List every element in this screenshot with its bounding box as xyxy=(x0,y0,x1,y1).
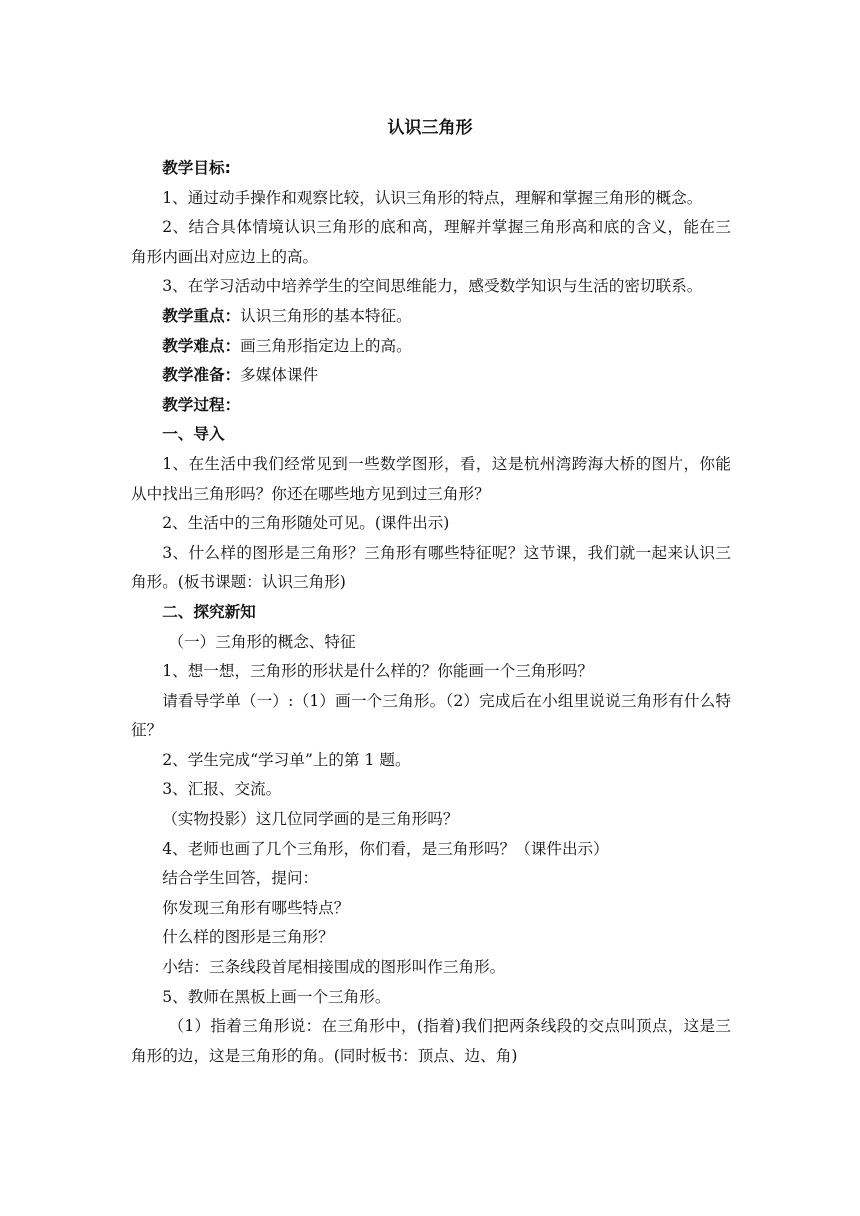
paragraph-text: 小结：三条线段首尾相接围成的图形叫作三角形。 xyxy=(162,958,506,977)
paragraph xyxy=(131,923,731,953)
paragraph xyxy=(131,775,731,805)
paragraph-text: 5、教师在黑板上画一个三角形。 xyxy=(162,987,391,1006)
section-label: 教学重点： xyxy=(162,306,241,325)
paragraph xyxy=(131,628,731,658)
paragraph-text: 什么样的图形是三角形？ xyxy=(162,928,334,947)
paragraph xyxy=(131,953,731,983)
paragraph xyxy=(131,746,731,776)
document-title: 认识三角形 xyxy=(387,118,473,138)
paragraph-text: 4、老师也画了几个三角形，你们看，是三角形吗？（课件出示） xyxy=(162,839,609,858)
paragraph-text: （一）三角形的概念、特征 xyxy=(168,632,356,651)
paragraph-text: （实物投影）这几位同学画的是三角形吗？ xyxy=(162,810,459,829)
paragraph xyxy=(131,154,731,184)
paragraph-text: 结合学生回答，提问： xyxy=(162,869,319,888)
paragraph-text: 请看导学单（一）:（1）画一个三角形。（2）完成后在小组里说说三角形有什么特征？ xyxy=(131,691,731,740)
paragraph xyxy=(131,420,731,450)
paragraph-text: 1、通过动手操作和观察比较，认识三角形的特点，理解和掌握三角形的概念。 xyxy=(162,188,703,207)
paragraph-text: （1）指着三角形说：在三角形中，(指着)我们把两条线段的交点叫顶点，这是三角形的边，这是三角形的角。(同时板书：顶点、边、角) xyxy=(131,1017,731,1065)
paragraph xyxy=(131,1012,731,1071)
paragraph xyxy=(131,983,731,1013)
paragraph-text: 1、在生活中我们经常见到一些数学图形，看，这是杭州湾跨海大桥的图片，你能从中找出三角形吗？你还在哪些地方见到过三角形？ xyxy=(131,454,731,503)
document-body xyxy=(131,154,731,1071)
section-label: 教学目标: xyxy=(162,159,231,177)
paragraph-text: 多媒体课件 xyxy=(240,366,319,385)
paragraph xyxy=(131,272,731,302)
paragraph xyxy=(131,184,731,214)
paragraph xyxy=(131,391,731,421)
paragraph xyxy=(131,450,731,509)
section-label: 一、导入 xyxy=(162,425,225,444)
paragraph xyxy=(131,213,731,272)
paragraph xyxy=(131,332,731,362)
paragraph-text: 画三角形指定边上的高。 xyxy=(240,336,412,355)
paragraph xyxy=(131,657,731,687)
paragraph-text: 认识三角形的基本特征。 xyxy=(240,306,412,325)
paragraph-text: 2、生活中的三角形随处可见。(课件出示) xyxy=(162,514,450,533)
paragraph-text: 2、学生完成“学习单”上的第 1 题。 xyxy=(162,750,411,769)
paragraph xyxy=(131,598,731,628)
paragraph xyxy=(131,687,731,746)
paragraph-text: 1、想一想，三角形的形状是什么样的？你能画一个三角形吗？ xyxy=(162,662,594,681)
paragraph xyxy=(131,835,731,865)
paragraph xyxy=(131,864,731,894)
paragraph xyxy=(131,539,731,598)
paragraph-text: 3、在学习活动中培养学生的空间思维能力，感受数学知识与生活的密切联系。 xyxy=(162,277,703,296)
paragraph-text: 2、结合具体情境认识三角形的底和高，理解并掌握三角形高和底的含义，能在三角形内画出对应边上的高。 xyxy=(131,218,731,266)
paragraph xyxy=(131,894,731,924)
paragraph xyxy=(131,509,731,539)
paragraph-text: 3、汇报、交流。 xyxy=(162,780,282,799)
section-label: 教学过程： xyxy=(162,395,241,414)
section-label: 教学准备： xyxy=(162,366,241,385)
section-label: 教学难点： xyxy=(162,336,241,355)
section-label: 二、探究新知 xyxy=(162,602,256,621)
paragraph xyxy=(131,302,731,332)
paragraph-text: 3、什么样的图形是三角形？三角形有哪些特征呢？这节课，我们就一起来认识三角形。(板书课题：认识三角形) xyxy=(131,543,731,592)
paragraph xyxy=(131,805,731,835)
paragraph xyxy=(131,361,731,391)
paragraph-text: 你发现三角形有哪些特点？ xyxy=(162,898,350,917)
